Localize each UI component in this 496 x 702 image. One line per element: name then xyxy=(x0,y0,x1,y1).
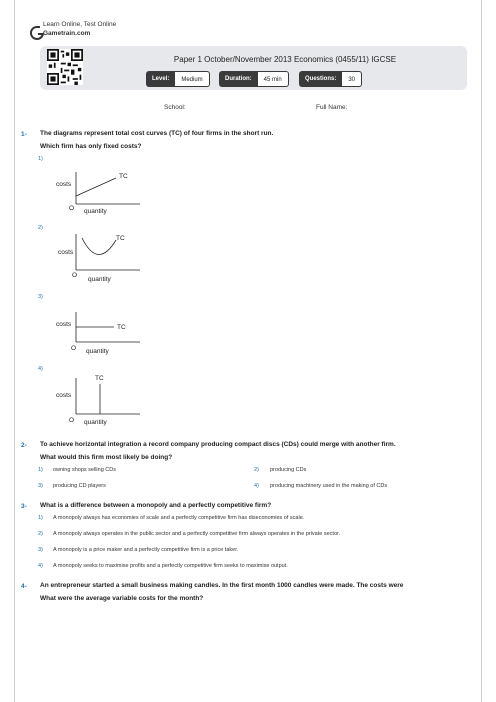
q2-option-3-text[interactable]: producing CD players xyxy=(53,483,106,489)
x-axis-label: quantity xyxy=(88,276,111,283)
y-axis-label: costs xyxy=(58,249,74,256)
curve-label: TC xyxy=(117,324,126,331)
q2-option-1-number[interactable]: 1) xyxy=(38,467,43,473)
question-3-text: What is a difference between a monopoly and a perfectly competitive firm? xyxy=(40,502,272,509)
q2-option-3-number[interactable]: 3) xyxy=(38,483,43,489)
origin-label: O xyxy=(71,345,77,352)
questions-label: Questions: xyxy=(299,71,342,87)
q2-option-4-text[interactable]: producing machinery used in the making of CDs xyxy=(270,483,388,489)
duration-value: 45 min xyxy=(258,71,289,87)
q3-option-2-text[interactable]: A monopoly always operates in the public sector and a perfectly competitive firm always operates in the private sector. xyxy=(53,531,341,537)
full-name-field-label: Full Name: xyxy=(316,104,348,111)
origin-label: O xyxy=(69,205,75,212)
duration-label: Duration: xyxy=(219,71,258,87)
q2-option-2-text[interactable]: producing CDs xyxy=(270,467,307,473)
x-axis-label: quantity xyxy=(86,348,109,355)
q3-option-1-number[interactable]: 1) xyxy=(38,515,43,521)
q1-option-1-number[interactable]: 1) xyxy=(38,156,43,162)
q3-option-4-number[interactable]: 4) xyxy=(38,563,43,569)
school-field-label: School: xyxy=(164,104,186,111)
question-1-prompt: Which firm has only fixed costs? xyxy=(40,143,142,150)
question-2-prompt: What would this firm most likely be doing? xyxy=(40,454,173,461)
q1-option-3-number[interactable]: 3) xyxy=(38,294,43,300)
x-axis-label: quantity xyxy=(84,208,107,215)
q1-option-4-graph[interactable] xyxy=(40,370,160,430)
origin-label: O xyxy=(72,272,78,279)
q2-option-2-number[interactable]: 2) xyxy=(254,467,259,473)
document-title: Paper 1 October/November 2013 Economics (0455/11) IGCSE xyxy=(173,55,397,64)
questions-value: 30 xyxy=(342,71,362,87)
q1-option-4-number[interactable]: 4) xyxy=(38,366,43,372)
question-2-number: 2- xyxy=(21,442,27,449)
question-3-number: 3- xyxy=(21,503,27,510)
page-border-left xyxy=(14,0,15,702)
q1-option-2-graph[interactable] xyxy=(40,230,160,290)
duration-badge xyxy=(219,71,289,87)
y-axis-label: costs xyxy=(56,181,72,188)
curve-label: TC xyxy=(116,235,125,242)
q3-option-1-text[interactable]: A monopoly always has economies of scale and a perfectly competitive firm has diseconomies of scale. xyxy=(53,515,305,521)
brand-tagline: Learn Online, Test Online xyxy=(43,21,117,28)
level-value: Medium xyxy=(175,71,209,87)
origin-label: O xyxy=(69,417,75,424)
questions-badge xyxy=(299,71,362,87)
curve-label: TC xyxy=(95,375,104,382)
brand-site-link[interactable]: Gametrain.com xyxy=(43,30,91,37)
y-axis-label: costs xyxy=(56,321,72,328)
qr-code-icon xyxy=(47,49,83,85)
q2-option-4-number[interactable]: 4) xyxy=(254,483,259,489)
question-1-number: 1- xyxy=(21,131,27,138)
level-label: Level: xyxy=(146,71,175,87)
q3-option-3-number[interactable]: 3) xyxy=(38,547,43,553)
question-1-text: The diagrams represent total cost curves (TC) of four firms in the short run. xyxy=(40,130,274,137)
q1-option-1-graph[interactable] xyxy=(40,168,160,228)
q1-option-3-graph[interactable] xyxy=(40,304,160,364)
question-2-text: To achieve horizontal integration a record company producing compact discs (CDs) could merge with another firm. xyxy=(40,441,396,448)
question-4-prompt: What were the average variable costs for the month? xyxy=(40,595,204,602)
q2-option-1-text[interactable]: owning shops selling CDs xyxy=(53,467,116,473)
question-4-text: An entrepreneur started a small business making candles. In the first month 1000 candles were made. The costs were xyxy=(40,582,404,589)
q3-option-2-number[interactable]: 2) xyxy=(38,531,43,537)
question-4-number: 4- xyxy=(21,583,27,590)
level-badge xyxy=(146,71,210,87)
y-axis-label: costs xyxy=(56,392,72,399)
q3-option-3-text[interactable]: A monopoly is a price maker and a perfectly competitive firm is a price taker. xyxy=(53,547,239,553)
page-border-right xyxy=(481,0,482,702)
x-axis-label: quantity xyxy=(84,419,107,426)
q3-option-4-text[interactable]: A monopoly seeks to maximise profits and a perfectly competitive firm seeks to maximise output. xyxy=(53,563,288,569)
q1-option-2-number[interactable]: 2) xyxy=(38,225,43,231)
curve-label: TC xyxy=(119,173,128,180)
